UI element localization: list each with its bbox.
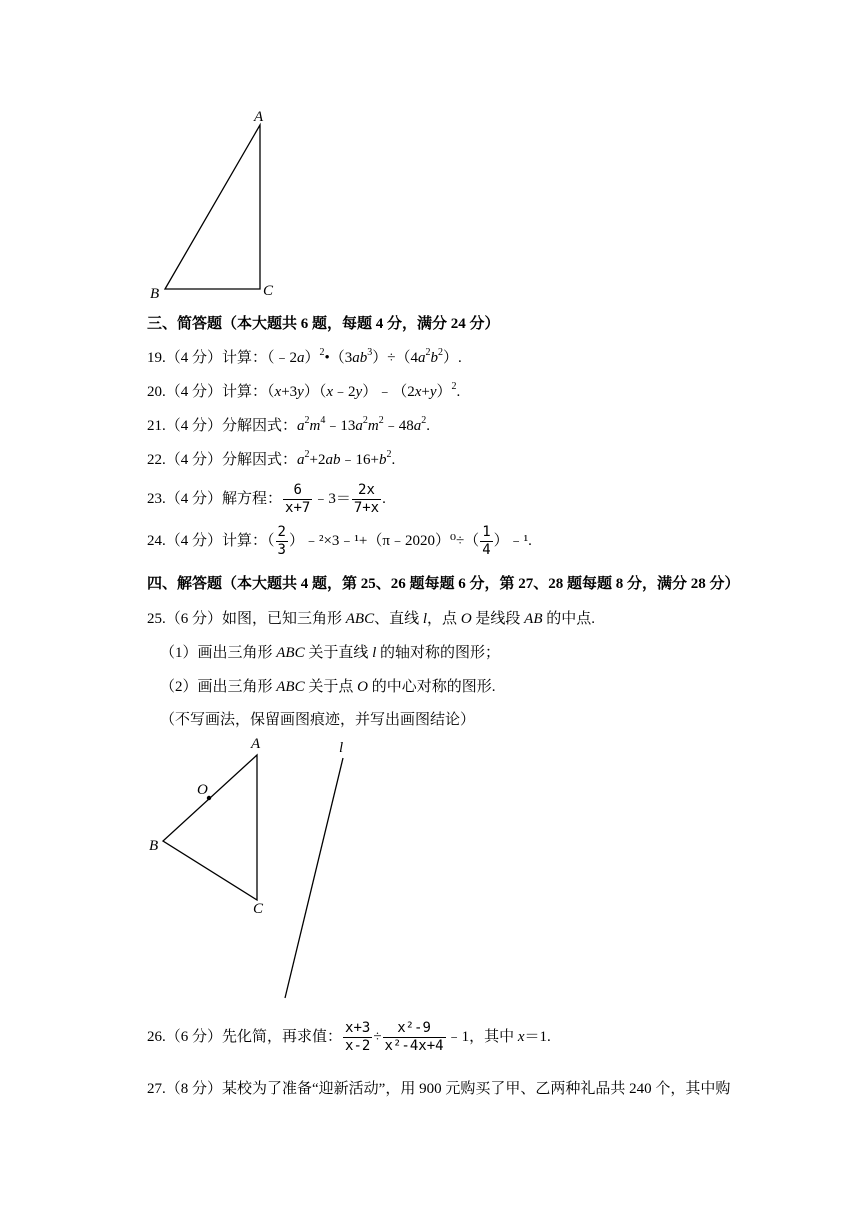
q24-mid: ）﹣²×3﹣¹+（π﹣2020）⁰÷（ <box>288 532 480 549</box>
figure-triangle-2 <box>140 740 370 1010</box>
fig2-label-o: O <box>197 782 208 798</box>
question-23 <box>147 482 386 517</box>
fig2-label-c: C <box>253 901 264 917</box>
question-19: 19.（4 分）计算：$(﹣2a)^2•(3ab^3)\div(4a^2b^2)$. <box>147 347 462 366</box>
q23-prefix: 23.（4 分）解方程： <box>147 490 283 507</box>
question-25-sub1: （1）画出三角形 ABC 关于直线 l 的轴对称的图形； <box>160 645 501 661</box>
q24-suffix: ）﹣¹. <box>493 532 532 549</box>
question-20: 20.（4 分）计算：$(x+3y)(x﹣2y)﹣(2x+y)^2$. <box>147 381 461 400</box>
question-21: 21.（4 分）分解因式：$a^2m^4﹣13a^2m^2﹣48a^2$. <box>147 415 430 434</box>
line-l <box>285 758 343 998</box>
section3-title: 三、简答题（本大题共 6 题，每题 4 分，满分 24 分） <box>147 316 500 332</box>
q26-fraction-1: $\frac{x+3}{x-2}$ <box>345 1020 371 1054</box>
q24-fraction-1: $\frac{2}{3}$ <box>277 524 286 558</box>
q26-fraction-2: $\frac{\text{x²-9}}{\text{x²-4x+4}}$ <box>384 1020 444 1054</box>
q26-div: ÷ <box>373 1028 382 1045</box>
fig1-label-a: A <box>254 109 264 125</box>
q23-fraction-2: $\frac{2x}{7+x}$ <box>353 482 380 516</box>
q26-suffix: ﹣1，其中 x＝1. <box>446 1028 551 1045</box>
fig2-label-l: l <box>339 740 344 756</box>
fig2-label-a: A <box>251 736 261 752</box>
q23-fraction-1: $\frac{6}{x+7}$ <box>285 482 311 516</box>
fig2-label-b: B <box>149 838 159 854</box>
q24-prefix: 24.（4 分）计算：（ <box>147 532 275 549</box>
question-27: 27.（8 分）某校为了准备“迎新活动”，用 900 元购买了甲、乙两种礼品共 240 个，其中购 <box>147 1081 731 1097</box>
triangle-abc-shape-2 <box>163 755 257 900</box>
question-26 <box>147 1020 551 1055</box>
question-24 <box>147 524 532 559</box>
triangle-abc-shape <box>165 125 260 289</box>
q23-suffix: . <box>382 490 386 507</box>
fig1-label-c: C <box>263 283 274 299</box>
q24-fraction-2: $\frac{1}{4}$ <box>482 524 491 558</box>
q26-prefix: 26.（6 分）先化简，再求值： <box>147 1028 343 1045</box>
question-25-sub2: （2）画出三角形 ABC 关于点 O 的中心对称的图形. <box>160 679 496 695</box>
question-25-note: （不写画法，保留画图痕迹，并写出画图结论） <box>160 712 476 728</box>
question-22: 22.（4 分）分解因式：$a^2+2ab﹣16+b^2$. <box>147 449 396 468</box>
section4-title: 四、解答题（本大题共 4 题，第 25、26 题每题 6 分，第 27、28 题每题 8 分，满分 28 分） <box>147 576 740 592</box>
question-25: 25.（6 分）如图，已知三角形 ABC、直线 l，点 O 是线段 AB 的中点. <box>147 611 596 627</box>
figure-triangle-1 <box>140 105 290 305</box>
fig1-label-b: B <box>150 286 160 302</box>
q23-mid: ﹣3＝ <box>313 490 351 507</box>
